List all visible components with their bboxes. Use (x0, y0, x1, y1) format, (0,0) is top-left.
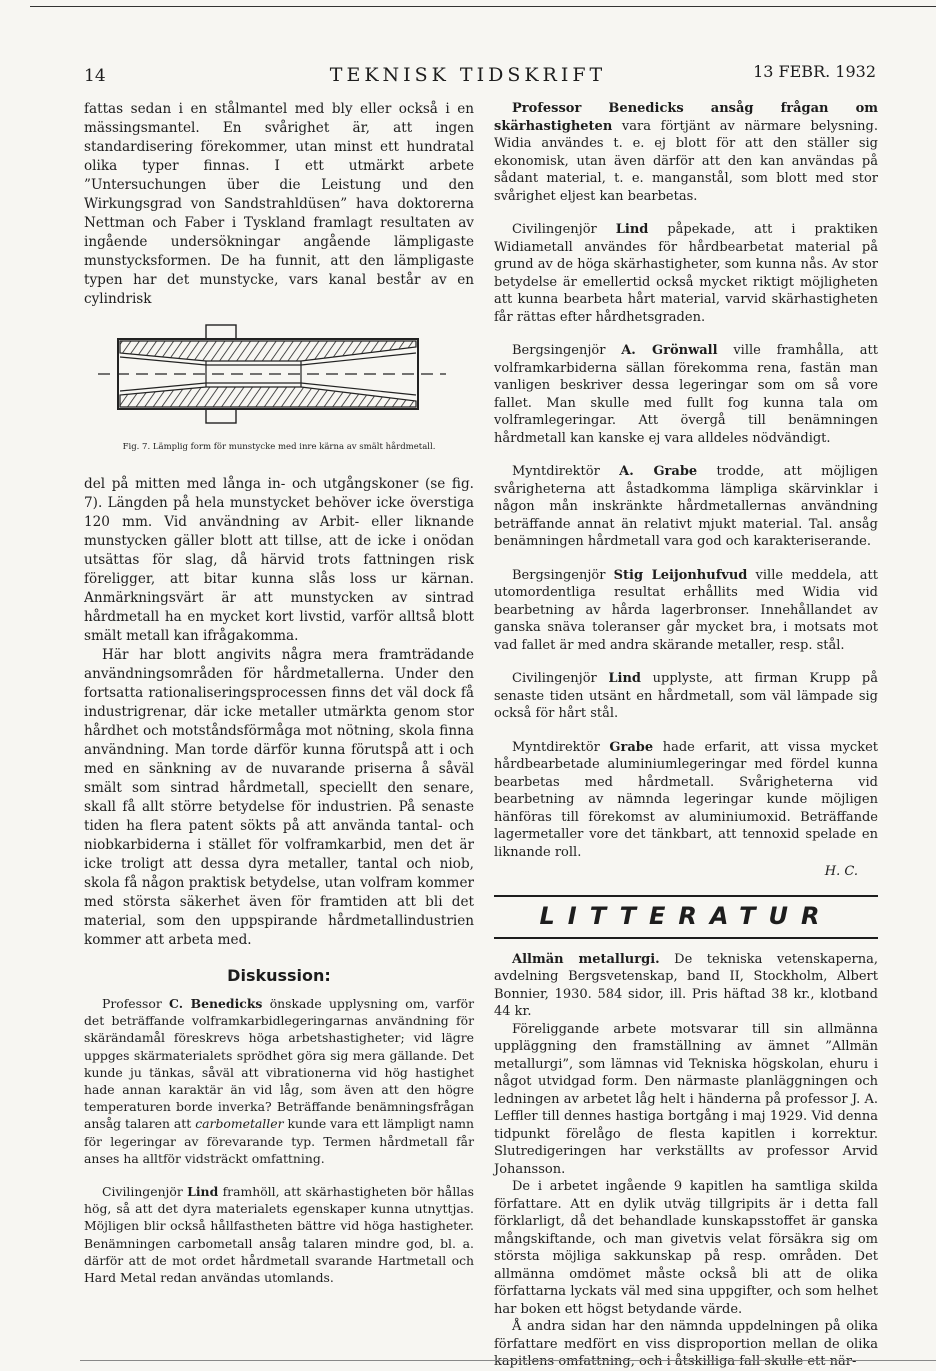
page-number: 14 (84, 66, 106, 86)
spacer (494, 326, 878, 342)
text: De tekniska vetenskaperna, avdelning Bergsvetenskap, band II, Stockholm, Albert Bonnier, 1930. 584 sidor, ill. Pris häftad 38 kr., klotband 44 kr. (494, 951, 878, 1019)
text: kunde vara ett lämpligt namn för legeringar av förevarande typ. Termen hårdmetall får anses ha alltför vidsträckt omfattning. (84, 1116, 474, 1166)
discussion-paragraph (84, 995, 474, 1167)
text: trodde, att möjligen svårigheterna att åstadkomma lämpliga skärvinklar i någon mån inskränkte hårdmetallernas användning beträffande annat än relativt mjukt material. Tal. ansåg benämningen hårdmetall vara god och karakteriserande. (494, 464, 879, 549)
text: Bergsingenjör (512, 567, 614, 583)
text: Bergsingenjör (512, 343, 622, 358)
speaker-name: Lind (187, 1184, 219, 1200)
literature-heading: LITTERATUR (539, 901, 833, 930)
figure-caption: Fig. 7. Lämplig form för munstycke med inre kärna av smält hårdmetall. (122, 442, 436, 452)
spacer (84, 1167, 474, 1183)
paragraph: del på mitten med långa in- och utgångskoner (se fig. 7). Längden på hela munstycket behöver icke överstiga 120 mm. Vid användning av Arbit- eller liknande munstycken gäller blott att tillse, att de icke i onödan utsättas för slag, då härvid trots fattningen risk föreligger, att bitar kunna slås loss ur kärnan. Anmärkningsvärt är att munstycken av sintrad hårdmetall ha en mycket kort livstid, varför alltså blott smält metall kan ifrågakomma. (84, 476, 474, 644)
review-paragraph (494, 951, 878, 1021)
text: vara förtjänt av närmare belysning. Widia användes t. e. ej blott för att den ställer sig ekonomisk, utan även därför att den kan användas på sådant material, t. e. manganstål, som blott med stor svårighet eljest kan bearbetas. (494, 118, 878, 204)
discussion-paragraph (494, 739, 878, 862)
text: Professor (102, 996, 170, 1011)
discussion-paragraph (494, 670, 878, 723)
journal-title: TEKNISK TIDSKRIFT (329, 64, 607, 86)
text: Myntdirektör (512, 464, 620, 479)
spacer (494, 447, 878, 463)
figure-7 (84, 317, 474, 437)
literature-banner (494, 897, 878, 937)
text: ville framhålla, att volframkarbiderna sällan förekomma rena, fastän man vanligen beskriver dessa legeringar som om så vore fallet. Man skulle med fullt fog kunna tala om volframlegeringar. Att övergå till benämningen hårdmetall kan kanske ej vara alldeles nödvändigt. (494, 343, 879, 446)
speaker-name: A. Grabe (619, 464, 698, 479)
section-rule (494, 937, 878, 939)
spacer (494, 654, 878, 670)
discussion-paragraph (84, 1183, 474, 1286)
emphasis: carbometaller (195, 1116, 284, 1132)
speaker-name: Grabe (609, 739, 654, 755)
speaker-name: Professor Benedicks ansåg frågan om skärhastigheten (494, 101, 878, 134)
text: önskade upplysning om, varför det beträffande volframkarbidlegeringarnas användning för skärändamål föreskrevs höga arbetshastigheter; vid lägre uppges skärmaterialets sprödhet göra sig mera gällande. Det kunde ju tänkas, såväl att vibrationerna vid hög hastighet hade annan karaktär än vid låg, som även att den högre temperaturen borde inverka? Beträffande benämningsfrågan ansåg talaren att (84, 996, 474, 1132)
issue-date: 13 FEBR. 1932 (753, 62, 876, 81)
speaker-name: A. Grönwall (621, 343, 718, 358)
text: Civilingenjör (512, 671, 609, 686)
bottom-rule (80, 1360, 936, 1361)
speaker-name: C. Benedicks (169, 996, 263, 1011)
text: ville meddela, att utomordentliga resultat erhållits med Widia vid bearbetning av hårda lagerbronser. Innehållandet av ganska snäva toleranser går mycket bra, i motsats mot vad fallet är med andra skärande metaller, resp. stål. (494, 567, 879, 653)
discussion-paragraph (494, 463, 878, 551)
spacer (494, 723, 878, 739)
discussion-paragraph (494, 342, 878, 447)
text: Myntdirektör (512, 739, 610, 755)
spacer (494, 205, 878, 221)
nozzle-diagram (96, 317, 456, 435)
text: hade erfarit, att vissa mycket hårdbearbetade aluminiumlegeringar med fördel kunna bearbetas med hårdmetall. Svårigheterna vid bearbetning av nämnda legeringar kunde möjligen hänföras till förekomst av aluminiumoxid. Beträffande lagermetaller vore det tänkbart, att tennoxid spelade en liknande roll. (494, 739, 878, 860)
paragraph: Här har blott angivits några mera framträdande användningsområden för hårdmetallerna. Under den fortsatta rationaliseringsprocessen finns det väl dock få industrigrenar, där icke metaller utmärkta genom stor hårdhet och motståndsförmåga mot nötning, skola finna användning. Man torde därför kunna förutspå att i och med en sänkning av de nuvarande priserna å såväl smält som sintrad hårdmetall, speciellt den senare, skall få allt större betydelse för industrien. På senaste tiden ha flera patent sökts på att använda tantal- och niobkarbiderna i stället för volframkarbid, men det är icke troligt att dessa dyra metaller, tantal och niob, skola få någon praktisk betydelse, utan volfram kommer med största säkerhet även för framtiden att bli det material, som den uppspirande hårdmetallindustrien kommer att arbeta med. (84, 647, 474, 948)
discussion-heading: Diskussion: (227, 966, 331, 985)
discussion-paragraph (494, 100, 878, 205)
page-header (0, 62, 936, 86)
text: Civilingenjör (102, 1184, 188, 1200)
discussion-paragraph (494, 567, 878, 655)
top-rule (30, 6, 936, 7)
speaker-name: Lind (608, 671, 642, 686)
signature: H. C. (824, 864, 858, 879)
spacer (494, 551, 878, 567)
right-column (494, 100, 878, 1371)
review-paragraph: De i arbetet ingående 9 kapitlen ha samtliga skilda författare. Att en dylik utväg tillgripits är i detta fall förklarligt, då det behandlade kunskapsstoffet är ganska mångskiftande, och man givetvis velat försäkra sig om största möjliga sakkunskap på resp. områden. Det allmänna omdömet måste också bli att de olika författarna lyckats väl med sina uppgifter, och som helhet har boken ett högst betydande värde. (494, 1179, 878, 1317)
review-paragraph: Å andra sidan har den nämnda uppdelningen på olika författare medfört en viss disproportion mellan de olika kapitlens omfattning, och i åtskilliga fall skulle ett när- (494, 1319, 878, 1369)
text: framhöll, att skärhastigheten bör hållas hög, så att det dyra materialets egenskaper kunna utnyttjas. Möjligen blir också hållfastheten bättre vid höga hastigheter. Benämningen carbometall ansåg talaren mindre god, bl. a. därför att de mot ordet hårdmetall svarande Hartmetall och Hard Metal redan användas utomlands. (84, 1184, 474, 1286)
text: Civilingenjör (512, 222, 616, 237)
text: påpekade, att i praktiken Widiametall användes för hårdbearbetat material på grund av de höga skärhastigheter, som kunna nås. Av stor betydelse är emellertid också mycket riktigt möjligheten att kunna bearbeta hårt material, varvid skärhastigheten får rättas efter hårdhetsgraden. (494, 222, 878, 325)
discussion-paragraph (494, 221, 878, 326)
book-title: Allmän metallurgi. (512, 951, 660, 967)
review-paragraph: Föreliggande arbete motsvarar till sin allmänna uppläggning den framställning av ämnet ”Allmän metallurgi”, som lämnas vid Tekniska högskolan, ehuru i något utvidgad form. Den närmaste planläggningen och ledningen av arbetet låg helt i händerna på professor J. A. Leffler till dennes hastiga bortgång i maj 1929. Vid denna tidpunkt förelågo de flesta kapitlen i korrektur. Slutredigeringen har verkställts av professor Arvid Johansson. (494, 1021, 878, 1177)
speaker-name: Lind (615, 222, 649, 237)
speaker-name: Stig Leijonhufvud (613, 567, 748, 583)
paragraph: fattas sedan i en stålmantel med bly eller också i en mässingsmantel. En svårighet är, att ingen standardisering förekommer, utan minst ett hundratal olika typer finnas. I ett utmärkt arbete ”Untersuchungen über die Leistung und den Wirkungsgrad von Sandstrahldüsen” hava doktorerna Nettman och Faber i Tyskland framlagt resultaten av ingående undersökningar angående lämpligaste munstycksformen. De ha funnit, att den lämpligaste typen har det munstycke, vars kanal består av en cylindrisk (84, 101, 474, 307)
left-column (84, 100, 474, 1286)
text: upplyste, att firman Krupp på senaste tiden utsänt en hårdmetall, som väl lämpade sig också för hårt stål. (494, 671, 879, 721)
